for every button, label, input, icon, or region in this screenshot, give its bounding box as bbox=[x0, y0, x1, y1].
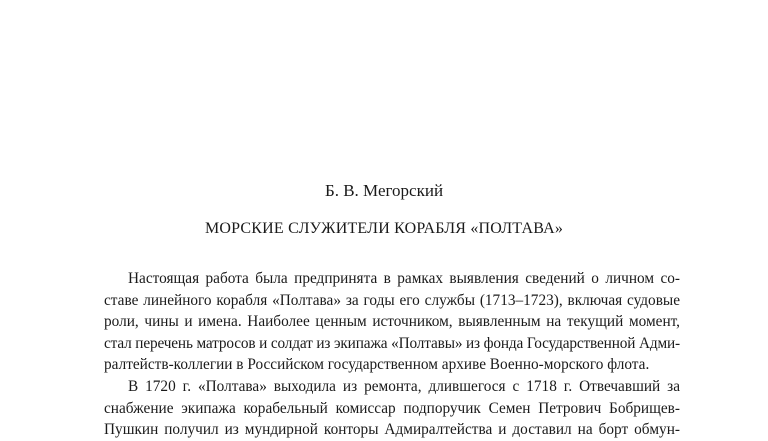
paragraph-2-line-3: Пушкин получил из мундирной конторы Адмиралтейства и доставил на борт обмун- bbox=[104, 421, 680, 439]
paragraph-1-line-4: стал перечень матросов и солдат из экипажа «Полтавы» из фонда Государственной Адми- bbox=[104, 334, 680, 352]
author-name: Б. В. Мегорский bbox=[324, 181, 444, 200]
article-title: МОРСКИЕ СЛУЖИТЕЛИ КОРАБЛЯ «ПОЛТАВА» bbox=[204, 220, 564, 237]
paragraph-1-line-3: роли, чины и имена. Наиболее ценным источником, выявленным на текущий момент, bbox=[104, 313, 680, 331]
paragraph-2-line-1: В 1720 г. «Полтава» выходила из ремонта, длившегося с 1718 г. Отвечавший за bbox=[128, 377, 680, 395]
article-body bbox=[104, 268, 680, 441]
paragraph-1-line-1: Настоящая работа была предпринята в рамках выявления сведений о личном со- bbox=[128, 270, 680, 287]
paragraph-1-line-5: ралтейств-коллегии в Российском государственном архиве Военно-морского флота. bbox=[104, 356, 650, 374]
paragraph-1-line-2: ставе линейного корабля «Полтава» за годы его службы (1713–1723), включая судовые bbox=[104, 291, 680, 309]
paragraph-2-line-2: снабжение экипажа корабельный комиссар подпоручик Семен Петрович Бобрищев- bbox=[104, 399, 680, 417]
